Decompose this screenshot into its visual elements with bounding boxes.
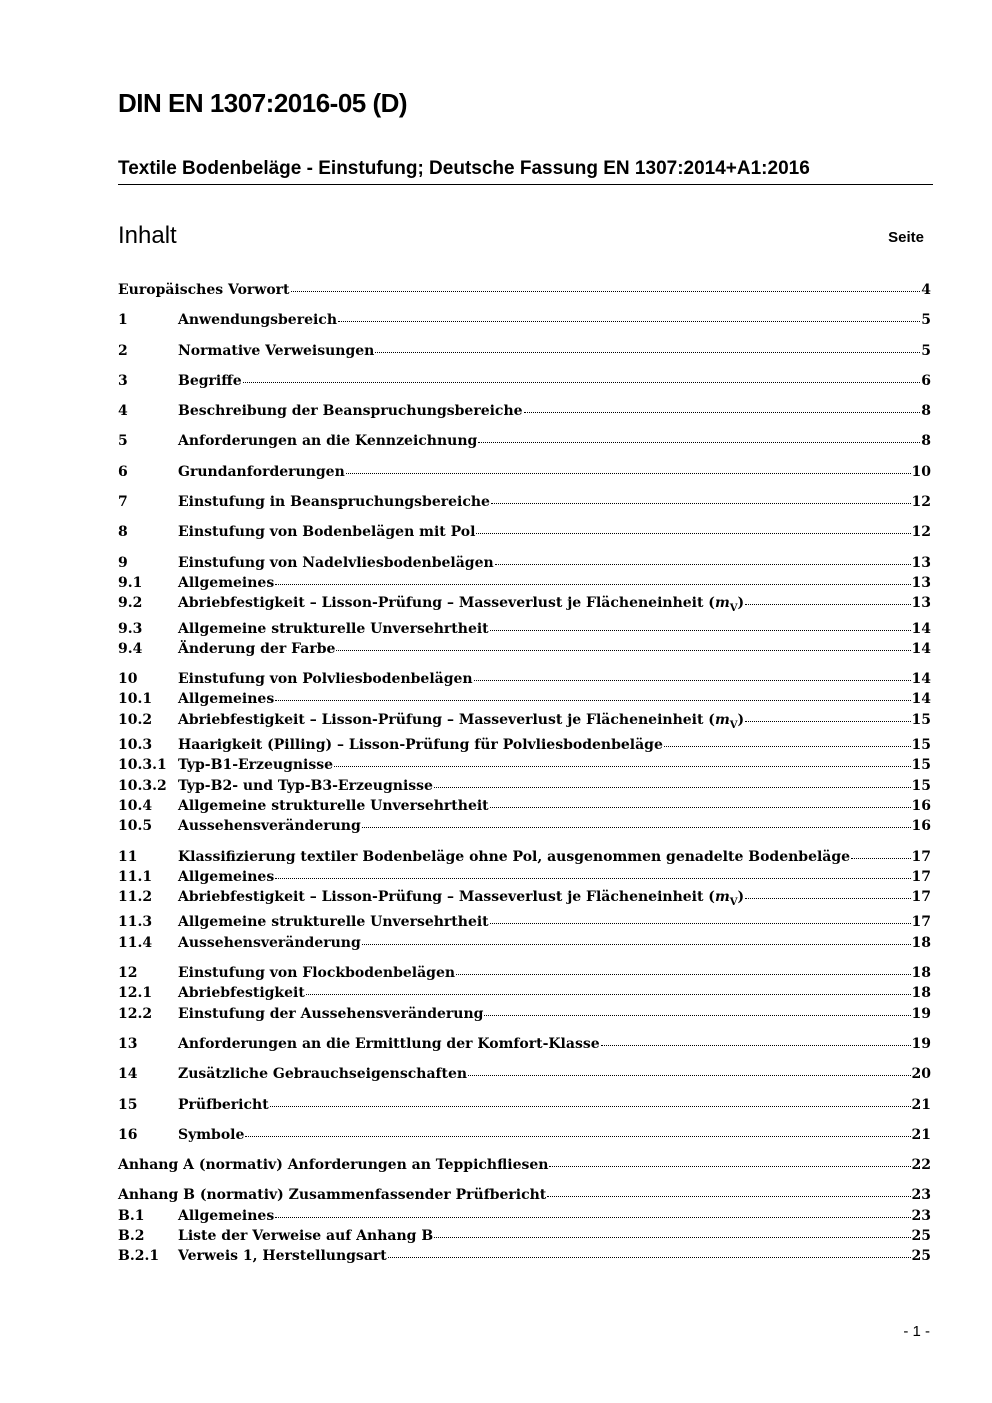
- toc-entry-page: 21: [911, 1126, 931, 1143]
- toc-entry-page: 16: [911, 818, 931, 835]
- toc-entry-number: 9.3: [118, 620, 143, 637]
- dot-leader: [601, 1045, 911, 1046]
- toc-entry-page: 18: [911, 965, 931, 982]
- toc-entry-title: Grundanforderungen: [178, 463, 345, 480]
- toc-entry-title: Abriebfestigkeit – Lisson-Prüfung – Masseverlust je Flächeneinheit $(m_V)$: [178, 711, 745, 731]
- dot-leader: [549, 1166, 910, 1167]
- toc-entry[interactable]: [118, 669, 931, 689]
- toc-entry[interactable]: [118, 887, 931, 907]
- toc-entry-title: Anwendungsbereich: [178, 312, 337, 329]
- toc-entry-number: 1: [118, 312, 128, 329]
- toc-entry[interactable]: [118, 431, 931, 451]
- dot-leader: [275, 700, 910, 701]
- toc-entry-page: 14: [911, 671, 931, 688]
- dot-leader: [474, 680, 911, 681]
- toc-entry-title: Allgemeine strukturelle Unversehrtheit: [178, 620, 489, 637]
- dot-leader: [490, 807, 911, 808]
- toc-entry-page: 6: [921, 372, 931, 389]
- toc-entry-title: Typ-B1-Erzeugnisse: [178, 757, 334, 774]
- toc-entry[interactable]: [118, 710, 931, 730]
- toc-heading: Inhalt: [118, 222, 177, 249]
- toc-entry-number: 15: [118, 1096, 138, 1113]
- toc-page-column-label: Seite: [888, 229, 924, 246]
- toc-entry-page: 18: [911, 934, 931, 951]
- toc-entry-number: 3: [118, 372, 128, 389]
- toc-entry-page: 19: [911, 1005, 931, 1022]
- dot-leader: [478, 442, 920, 443]
- toc-entry-page: 8: [921, 433, 931, 450]
- toc-entry-page: 15: [911, 777, 931, 794]
- toc-entry[interactable]: [118, 755, 931, 775]
- dot-leader: [495, 564, 911, 565]
- toc-entry-title: Begriffe: [178, 372, 242, 389]
- document-title: DIN EN 1307:2016-05 (D): [118, 88, 408, 118]
- toc-entry-number: 12.1: [118, 985, 153, 1002]
- toc-entry[interactable]: [118, 933, 931, 953]
- toc-entry-number: 13: [118, 1035, 138, 1052]
- toc-entry[interactable]: [118, 593, 931, 613]
- dot-leader: [346, 473, 911, 474]
- toc-entry-page: 12: [911, 524, 931, 541]
- toc-entry-number: 14: [118, 1066, 138, 1083]
- dot-leader: [434, 787, 911, 788]
- dot-leader: [334, 766, 910, 767]
- toc-entry-title: Europäisches Vorwort: [118, 282, 290, 298]
- toc-entry[interactable]: [118, 816, 931, 836]
- toc-entry-title: Typ-B2- und Typ-B3-Erzeugnisse: [178, 777, 433, 794]
- toc-entry[interactable]: [118, 573, 931, 593]
- toc-entry[interactable]: [118, 310, 931, 330]
- toc-entry-page: 14: [911, 691, 931, 708]
- toc-entry-number: 4: [118, 403, 128, 420]
- toc-entry-page: 5: [921, 312, 931, 329]
- toc-entry-number: 10.5: [118, 818, 153, 835]
- dot-leader: [484, 1015, 910, 1016]
- toc-entry-page: 16: [911, 797, 931, 814]
- toc-entry-page: 19: [911, 1035, 931, 1052]
- toc-entry-title: Beschreibung der Beanspruchungsbereiche: [178, 403, 523, 420]
- toc-entry-title: Verweis 1, Herstellungsart: [178, 1248, 387, 1265]
- toc-entry[interactable]: [118, 553, 931, 573]
- dot-leader: [664, 746, 911, 747]
- toc-entry-page: 13: [911, 595, 931, 612]
- toc-entry-page: 21: [911, 1096, 931, 1113]
- toc-entry[interactable]: [118, 1125, 931, 1145]
- toc-entry-title: Symbole: [178, 1126, 245, 1143]
- toc-entry-page: 23: [911, 1187, 931, 1204]
- toc-entry-title: Aussehensveränderung: [178, 934, 361, 951]
- toc-entry-page: 12: [911, 494, 931, 511]
- toc-entry-number: 10: [118, 671, 138, 688]
- toc-entry-title: Allgemeine strukturelle Unversehrtheit: [178, 914, 489, 931]
- toc-entry-page: 25: [911, 1248, 931, 1265]
- toc-entry-page: 10: [911, 463, 931, 480]
- toc-entry-page: 17: [911, 848, 931, 865]
- toc-entry-title: Allgemeine strukturelle Unversehrtheit: [178, 797, 489, 814]
- toc-entry-title: Allgemeines: [178, 691, 275, 708]
- toc-entry-page: 17: [911, 889, 931, 906]
- toc-entry-number: 10.4: [118, 797, 153, 814]
- toc-entry-title: Anforderungen an die Ermittlung der Komfort-Klasse: [178, 1035, 600, 1052]
- dot-leader: [851, 858, 910, 859]
- toc-entry-title: Anforderungen an die Kennzeichnung: [178, 433, 478, 450]
- toc-entry-title: Allgemeines: [178, 574, 275, 591]
- toc-entry[interactable]: [118, 847, 931, 867]
- toc-entry[interactable]: [118, 689, 931, 709]
- toc-entry[interactable]: [118, 462, 931, 482]
- toc-entry-number: 11: [118, 848, 138, 865]
- toc-entry-title: Abriebfestigkeit – Lisson-Prüfung – Masseverlust je Flächeneinheit $(m_V)$: [178, 889, 745, 908]
- toc-entry-title: Klassifizierung textiler Bodenbeläge ohne Pol, ausgenommen genadelte Bodenbeläge: [178, 848, 851, 865]
- dot-leader: [306, 994, 911, 995]
- toc-entry-title: Abriebfestigkeit – Lisson-Prüfung – Masseverlust je Flächeneinheit $(m_V)$: [178, 595, 745, 615]
- toc-entry-number: 12: [118, 965, 138, 982]
- toc-entry-page: 13: [911, 574, 931, 591]
- toc-entry-number: 9: [118, 554, 128, 571]
- toc-entry-title: Einstufung von Flockbodenbelägen: [178, 965, 456, 982]
- toc-entry-page: 18: [911, 985, 931, 1002]
- document-subtitle: Textile Bodenbeläge - Einstufung; Deutsche Fassung EN 1307:2014+A1:2016: [118, 158, 933, 185]
- toc-entry-title: Haarigkeit (Pilling) – Lisson-Prüfung für Polvliesbodenbeläge: [178, 737, 663, 754]
- dot-leader: [270, 1106, 911, 1107]
- symbol-subscript: V: [729, 896, 738, 908]
- toc-entry-title: Anhang A (normativ) Anforderungen an Teppichfliesen: [118, 1157, 549, 1174]
- dot-leader: [275, 584, 910, 585]
- toc-entry-number: 10.2: [118, 711, 153, 728]
- toc-entry-number: 11.3: [118, 914, 153, 931]
- toc-entry-number: 10.1: [118, 691, 153, 708]
- toc-entry-page: 14: [911, 620, 931, 637]
- toc-entry-title: Anhang B (normativ) Zusammenfassender Prüfbericht: [118, 1187, 547, 1204]
- toc-entry-number: 10.3.2: [118, 777, 167, 794]
- symbol-subscript: V: [729, 603, 738, 615]
- toc-entry-page: 22: [911, 1157, 931, 1174]
- toc-entry-title: Zusätzliche Gebrauchseigenschaften: [178, 1066, 468, 1083]
- toc-entry-number: 9.1: [118, 574, 143, 591]
- toc-entry[interactable]: [118, 776, 931, 796]
- toc-entry[interactable]: [118, 619, 931, 639]
- toc-entry-number: 10.3.1: [118, 757, 167, 774]
- toc-entry-title: Abriebfestigkeit: [178, 985, 305, 1002]
- toc-entry-page: 5: [921, 342, 931, 359]
- toc-entry-page: 20: [911, 1066, 931, 1083]
- toc-entry-number: 2: [118, 342, 128, 359]
- dot-leader: [336, 650, 910, 651]
- toc-entry[interactable]: [118, 1155, 931, 1175]
- dot-leader: [243, 382, 921, 383]
- dot-leader: [491, 503, 911, 504]
- toc-entry[interactable]: [118, 1226, 931, 1246]
- toc-entry-title: Einstufung von Bodenbelägen mit Pol: [178, 524, 476, 541]
- dot-leader: [456, 974, 910, 975]
- symbol-m: m: [714, 889, 730, 906]
- toc-entry-title: Einstufung der Aussehensveränderung: [178, 1005, 484, 1022]
- toc-entry[interactable]: [118, 1246, 931, 1266]
- toc-entry-number: 11.4: [118, 934, 153, 951]
- toc-entry-page: 13: [911, 554, 931, 571]
- toc-entry-title: Prüfbericht: [178, 1096, 269, 1113]
- dot-leader: [745, 604, 910, 605]
- toc-entry-title: Aussehensveränderung: [178, 818, 361, 835]
- toc-entry-page: 4: [921, 282, 931, 298]
- dot-leader: [275, 1217, 910, 1218]
- toc-entry[interactable]: [118, 1095, 931, 1115]
- toc-entry[interactable]: [118, 1064, 931, 1084]
- toc-entry-number: 9.4: [118, 640, 143, 657]
- toc-entry-number: 11.2: [118, 889, 153, 906]
- toc-entry-number: 12.2: [118, 1005, 153, 1022]
- toc-entry-number: 8: [118, 524, 128, 541]
- dot-leader: [524, 412, 921, 413]
- toc-entry[interactable]: [118, 983, 931, 1003]
- toc-entry-number: 9.2: [118, 595, 143, 612]
- toc-entry-number: 7: [118, 494, 128, 511]
- toc-entry[interactable]: [118, 341, 931, 361]
- symbol-m: m: [714, 711, 730, 728]
- dot-leader: [745, 898, 910, 899]
- toc-entry-page: 15: [911, 711, 931, 728]
- toc-entry-number: 11.1: [118, 868, 153, 885]
- dot-leader: [291, 291, 921, 292]
- page-number: - 1 -: [903, 1323, 930, 1340]
- toc-entry[interactable]: [118, 280, 931, 300]
- toc-entry-number: 5: [118, 433, 128, 450]
- toc-entry-number: B.2.1: [118, 1248, 160, 1265]
- symbol-m: m: [714, 595, 730, 612]
- toc-entry-page: 15: [911, 737, 931, 754]
- toc-entry-number: 10.3: [118, 737, 153, 754]
- toc-entry[interactable]: [118, 371, 931, 391]
- toc-entry[interactable]: [118, 1004, 931, 1024]
- toc-entry-number: B.2: [118, 1227, 145, 1244]
- toc-entry[interactable]: [118, 912, 931, 932]
- dot-leader: [245, 1136, 910, 1137]
- toc-entry[interactable]: [118, 492, 931, 512]
- dot-leader: [275, 878, 910, 879]
- toc-entry-page: 17: [911, 868, 931, 885]
- toc-entry[interactable]: [118, 963, 931, 983]
- toc-entry-number: 6: [118, 463, 128, 480]
- toc-entry-title: Normative Verweisungen: [178, 342, 375, 359]
- toc-entry-page: 8: [921, 403, 931, 420]
- toc-entry-page: 14: [911, 640, 931, 657]
- dot-leader: [388, 1257, 911, 1258]
- symbol-subscript: V: [729, 719, 738, 731]
- toc-entry-title: Liste der Verweise auf Anhang B: [178, 1227, 434, 1244]
- toc-entry[interactable]: [118, 796, 931, 816]
- dot-leader: [434, 1237, 910, 1238]
- toc-entry-title: Änderung der Farbe: [178, 640, 336, 657]
- dot-leader: [490, 630, 911, 631]
- dot-leader: [338, 321, 920, 322]
- dot-leader: [476, 533, 910, 534]
- toc-entry[interactable]: [118, 522, 931, 542]
- toc-entry-number: 16: [118, 1126, 138, 1143]
- toc-entry[interactable]: [118, 735, 931, 755]
- toc-entry-title: Einstufung von Nadelvliesbodenbelägen: [178, 554, 494, 571]
- toc-entry-title: Allgemeines: [178, 1207, 275, 1224]
- table-of-contents: [118, 280, 931, 1267]
- toc-entry[interactable]: [118, 639, 931, 659]
- toc-entry[interactable]: [118, 401, 931, 421]
- dot-leader: [362, 827, 911, 828]
- dot-leader: [468, 1075, 910, 1076]
- toc-entry[interactable]: [118, 1206, 931, 1226]
- toc-entry[interactable]: [118, 1185, 931, 1205]
- toc-entry-page: 15: [911, 757, 931, 774]
- toc-entry-title: Einstufung in Beanspruchungsbereiche: [178, 494, 490, 511]
- dot-leader: [547, 1196, 910, 1197]
- dot-leader: [745, 721, 910, 722]
- toc-entry-page: 17: [911, 914, 931, 931]
- dot-leader: [490, 923, 911, 924]
- dot-leader: [362, 944, 911, 945]
- toc-entry-page: 25: [911, 1227, 931, 1244]
- toc-entry[interactable]: [118, 1034, 931, 1054]
- dot-leader: [375, 352, 920, 353]
- toc-entry-title: Einstufung von Polvliesbodenbelägen: [178, 671, 473, 688]
- toc-entry-number: B.1: [118, 1207, 145, 1224]
- toc-entry[interactable]: [118, 867, 931, 887]
- toc-entry-page: 23: [911, 1207, 931, 1224]
- toc-entry-title: Allgemeines: [178, 868, 275, 885]
